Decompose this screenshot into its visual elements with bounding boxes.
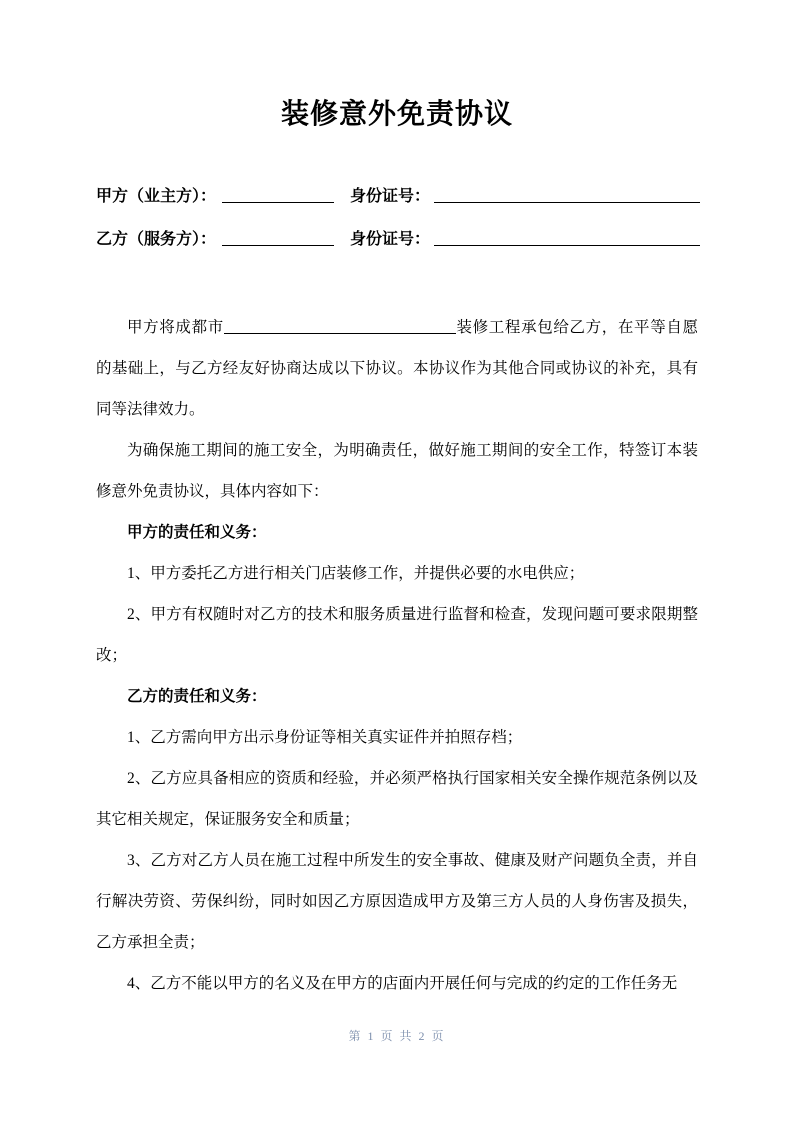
paragraph-purpose: 为确保施工期间的施工安全，为明确责任，做好施工期间的安全工作，特签订本装修意外免责协议，具体内容如下：	[96, 442, 698, 500]
party-a-line	[96, 186, 698, 208]
clause-b2: 2、乙方应具备相应的资质和经验，并必须严格执行国家相关安全操作规范条例以及其它相关规定，保证服务安全和质量；	[96, 770, 698, 828]
project-location-blank[interactable]	[224, 318, 456, 334]
clause-a2: 2、甲方有权随时对乙方的技术和服务质量进行监督和检查，发现问题可要求限期整改；	[96, 606, 698, 664]
paragraph-intro-suffix: 装修工程承包给乙方，在平等自愿的基础上，与乙方经友好协商达成以下协议。本协议作为其他合同或协议的补充，具有同等法律效力。	[96, 319, 698, 418]
paragraph-intro-prefix: 甲方将成都市	[127, 319, 224, 336]
party-a-label: 甲方（业主方）：	[96, 188, 217, 205]
party-b-name-blank[interactable]	[222, 230, 334, 246]
clause-b3: 3、乙方对乙方人员在施工过程中所发生的安全事故、健康及财产问题负全责，并自行解决劳资、劳保纠纷，同时如因乙方原因造成甲方及第三方人员的人身伤害及损失，乙方承担全责；	[96, 852, 698, 951]
page-number: 第 1 页 共 2 页	[348, 1029, 446, 1043]
clause-b4: 4、乙方不能以甲方的名义及在甲方的店面内开展任何与完成的约定的工作任务无	[127, 975, 678, 992]
document-title: 装修意外免责协议	[280, 99, 513, 130]
heading-party-a-duties: 甲方的责任和义务：	[127, 524, 267, 541]
party-a-name-blank[interactable]	[222, 187, 334, 203]
paragraph-intro	[96, 307, 698, 430]
clause-a1: 1、甲方委托乙方进行相关门店装修工作，并提供必要的水电供应；	[127, 565, 585, 582]
party-b-label: 乙方（服务方）：	[96, 231, 217, 248]
party-b-id-label: 身份证号：	[350, 231, 431, 248]
party-b-id-blank[interactable]	[434, 230, 700, 246]
party-a-id-blank[interactable]	[434, 187, 700, 203]
clause-b1: 1、乙方需向甲方出示身份证等相关真实证件并拍照存档；	[127, 729, 523, 746]
party-a-id-label: 身份证号：	[350, 188, 431, 205]
document-body	[96, 307, 698, 1004]
party-b-line	[96, 229, 698, 251]
heading-party-b-duties: 乙方的责任和义务：	[127, 688, 267, 705]
